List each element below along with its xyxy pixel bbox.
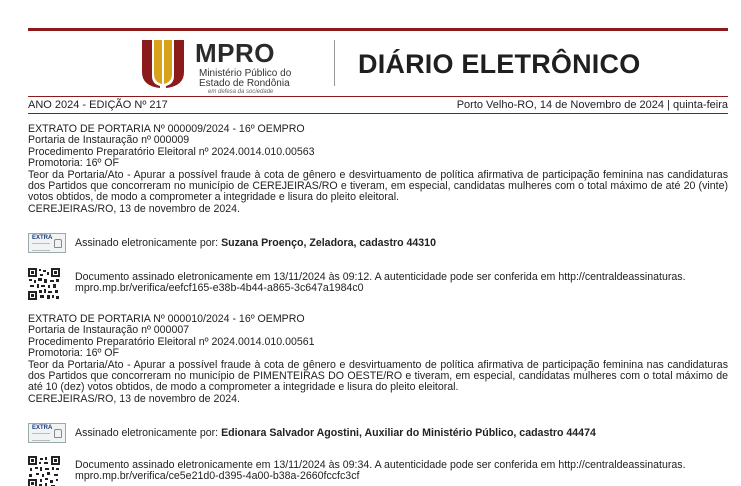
logo-subtitle-1: Ministério Público do xyxy=(199,68,292,79)
qr-code-icon xyxy=(28,268,60,300)
header-divider xyxy=(334,40,335,86)
verification-row xyxy=(28,268,728,300)
portaria-number: Portaria de Instauração nº 000009 xyxy=(28,134,190,147)
mpro-logo-icon xyxy=(140,38,186,88)
procedimento-number: Procedimento Preparatório Eleitoral nº 2024.0014.010.00563 xyxy=(28,145,315,158)
signature-text xyxy=(75,427,596,439)
masthead xyxy=(28,32,728,94)
teor-text: Teor da Portaria/Ato - Apurar a possível fraude à cota de gênero e desvirtuamento de política afirmativa de participação feminina nas candidaturas dos Partidos que concorreram no município de CEREJEIRAS/RO e tiveram, em especial, candidatas mulheres com o total máximo de até 20 (vinte) votos obtidos, de modo a comprometer a integridade e lisura do pleito eleitoral. xyxy=(28,168,728,204)
promotoria: Promotoria: 16º OF xyxy=(28,347,120,360)
verification-text: Documento assinado eletronicamente em 13/11/2024 às 09:34. A autenticidade pode ser conferida em http://centraldeassinaturas. mpro.mp.br/verifica/ce5e21d0-d395-4a00-b38a-2660fccfc3cf xyxy=(75,459,686,483)
promotoria: Promotoria: 16º OF xyxy=(28,157,120,170)
signature-row xyxy=(28,423,728,443)
signed-prefix: Assinado eletronicamente por: xyxy=(75,237,219,249)
procedimento-number: Procedimento Preparatório Eleitoral nº 2024.0014.010.00561 xyxy=(28,335,315,348)
top-rule xyxy=(28,28,728,31)
extra-signature-badge-icon: EXTRA xyxy=(28,423,66,443)
signer-name: Suzana Proenço, Zeladora, cadastro 44310 xyxy=(221,237,436,249)
logo-word: MPRO xyxy=(195,38,275,68)
extra-signature-badge-icon: EXTRA xyxy=(28,233,66,253)
local-date: CEREJEIRAS/RO, 13 de novembro de 2024. xyxy=(28,392,240,405)
portaria-number: Portaria de Instauração nº 000007 xyxy=(28,324,190,337)
edition-bar xyxy=(28,96,728,114)
place-date: Porto Velho-RO, 14 de Novembro de 2024 | quinta-feira xyxy=(456,99,728,111)
signature-row xyxy=(28,233,728,253)
verification-row xyxy=(28,456,728,486)
portaria-entry xyxy=(28,314,728,405)
logo-motto: em defesa da sociedade xyxy=(208,89,274,95)
edition-label: ANO 2024 - EDIÇÃO Nº 217 xyxy=(28,99,168,111)
local-date: CEREJEIRAS/RO, 13 de novembro de 2024. xyxy=(28,202,240,215)
extrato-title: EXTRATO DE PORTARIA Nº 000009/2024 - 16º OEMPRO xyxy=(28,123,305,135)
signature-text xyxy=(75,237,436,249)
teor-text: Teor da Portaria/Ato - Apurar a possível fraude à cota de gênero e desvirtuamento de política afirmativa de participação feminina nas candidaturas dos Partidos que concorreram no município de PIMENTEIRAS DO OESTE/RO e tiveram, em especial, candidatas mulheres com o total máximo de até 10 (dez) votos obtidos, de modo a comprometer a integridade e lisura do pleito eleitoral. xyxy=(28,358,728,394)
extrato-title: EXTRATO DE PORTARIA Nº 000010/2024 - 16º OEMPRO xyxy=(28,313,305,325)
logo-subtitle-2: Estado de Rondônia xyxy=(199,78,290,89)
publication-title: DIÁRIO ELETRÔNICO xyxy=(358,49,641,79)
verification-text: Documento assinado eletronicamente em 13/11/2024 às 09:12. A autenticidade pode ser conferida em http://centraldeassinaturas. mpro.mp.br/verifica/eefcf165-e38b-4b44-a865-3c647a1984c0 xyxy=(75,271,686,295)
qr-code-icon xyxy=(28,456,60,486)
portaria-entry xyxy=(28,124,728,215)
signer-name: Edionara Salvador Agostini, Auxiliar do Ministério Público, cadastro 44474 xyxy=(221,427,596,439)
signed-prefix: Assinado eletronicamente por: xyxy=(75,427,219,439)
